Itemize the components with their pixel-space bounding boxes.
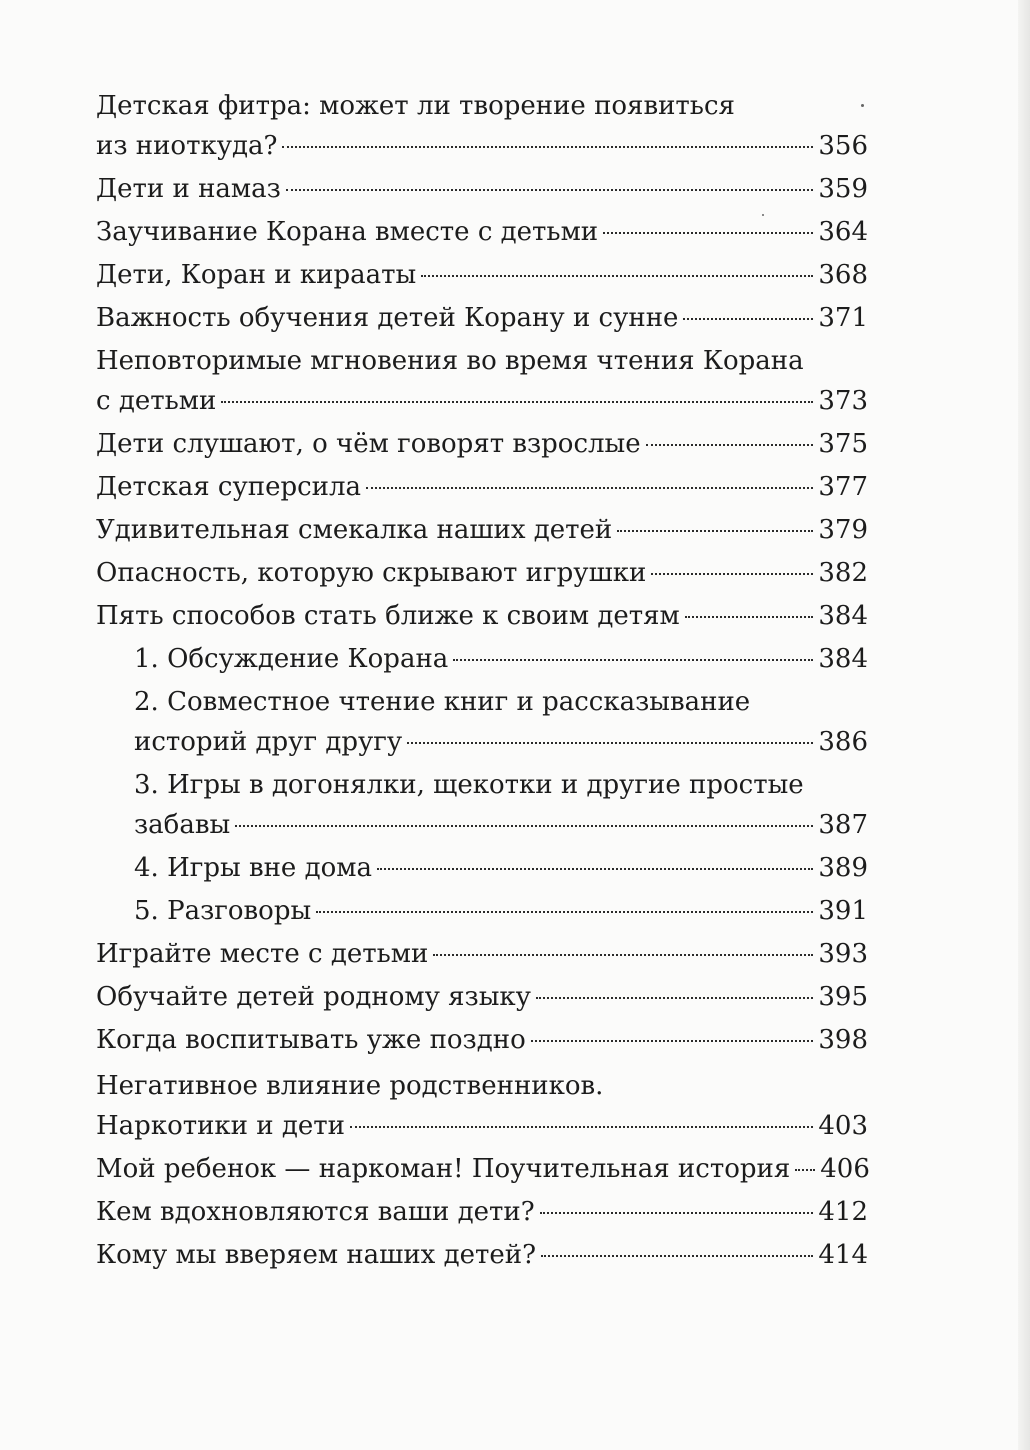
toc-entry [96, 1235, 868, 1275]
toc-page-number: 371 [818, 303, 868, 333]
toc-entry [96, 510, 868, 550]
toc-entry-title: Удивительная смекалка наших детей [96, 515, 613, 545]
toc-page-number: 403 [818, 1111, 868, 1141]
toc-page-number: 389 [818, 853, 868, 883]
toc-page-number: 356 [818, 131, 868, 161]
dot-leader [683, 318, 813, 320]
toc-entry [96, 1066, 868, 1146]
toc-entry [96, 341, 868, 421]
toc-entry-line [96, 212, 868, 252]
toc-entry [96, 977, 868, 1017]
toc-entry-line [134, 639, 868, 679]
page-edge [1018, 0, 1030, 1450]
toc-entry [96, 255, 868, 295]
dot-leader [282, 146, 813, 148]
toc-entry-title: Кому мы вверяем наших детей? [96, 1240, 537, 1270]
toc-entry-title: 1. Обсуждение Корана [134, 644, 449, 674]
toc-entry-title: Дети, Коран и кирааты [96, 260, 417, 290]
toc-page-number: 414 [818, 1240, 868, 1270]
toc-page-number: 391 [818, 896, 868, 926]
toc-entry-title: Заучивание Корана вместе с детьми [96, 217, 599, 247]
toc-subentry [96, 682, 868, 762]
toc-entry-line [96, 255, 868, 295]
toc-subentry [96, 765, 868, 845]
toc-entry-line [96, 553, 868, 593]
toc-page-number: 368 [818, 260, 868, 290]
dot-leader [221, 401, 813, 403]
toc-entry-title: Дети слушают, о чём говорят взрослые [96, 429, 641, 459]
toc-entry [96, 596, 868, 636]
dot-leader [316, 911, 813, 913]
toc-entry-title-line: Негативное влияние родственников. [96, 1071, 604, 1101]
toc-entry-title-line: 2. Совместное чтение книг и рассказывание [134, 687, 751, 717]
toc-page-number: 382 [818, 558, 868, 588]
toc-entry-line [96, 126, 868, 166]
toc-page-number: 377 [818, 472, 868, 502]
toc-entry-line [134, 891, 868, 931]
dot-leader [685, 616, 814, 618]
toc-entry-line [96, 1020, 868, 1060]
toc-entry-line [134, 848, 868, 888]
dot-leader [235, 825, 813, 827]
toc-entry-line [134, 722, 868, 762]
toc-entry-title: из ниоткуда? [96, 131, 278, 161]
dot-leader [603, 232, 813, 234]
toc-entry-line [96, 424, 868, 464]
dot-leader [350, 1126, 813, 1128]
toc-page-number: 386 [818, 727, 868, 757]
toc-entry-line [96, 596, 868, 636]
dot-leader [366, 487, 813, 489]
toc-entry-title: Важность обучения детей Корану и сунне [96, 303, 679, 333]
toc-entry [96, 553, 868, 593]
dot-leader [795, 1169, 815, 1171]
dot-leader [540, 1212, 814, 1214]
toc-page-number: 364 [818, 217, 868, 247]
toc-entry-line [96, 510, 868, 550]
toc-entry-title-line: Неповторимые мгновения во время чтения Корана [96, 346, 804, 376]
toc-entry [96, 1149, 868, 1189]
toc-entry-title: 5. Разговоры [134, 896, 312, 926]
dot-leader [377, 868, 813, 870]
toc-page-number: 384 [818, 644, 868, 674]
toc-page-number: 359 [818, 174, 868, 204]
toc-entry-title: 4. Игры вне дома [134, 853, 372, 883]
toc-subentry [96, 848, 868, 888]
toc-entry-title: Наркотики и дети [96, 1111, 345, 1141]
toc-entry-title: с детьми [96, 386, 217, 416]
dot-leader [407, 742, 813, 744]
toc-entry-line [96, 1235, 868, 1275]
toc-entry-line [96, 1192, 868, 1232]
toc-entry [96, 1020, 868, 1060]
toc-entry-line [96, 1106, 868, 1146]
toc-page-number: 384 [818, 601, 868, 631]
toc-page-number: 387 [818, 810, 868, 840]
toc-entry-title: Мой ребенок — наркоман! Поучительная история [96, 1154, 791, 1184]
toc-page-number: 412 [818, 1197, 868, 1227]
toc-entry-line [96, 977, 868, 1017]
toc-subentry [96, 639, 868, 679]
toc-entry-title: Играйте месте с детьми [96, 939, 429, 969]
toc-entry [96, 298, 868, 338]
toc-entry [96, 169, 868, 209]
toc-entry-title-line: 3. Игры в догонялки, щекотки и другие простые [134, 770, 804, 800]
dot-leader [531, 1040, 814, 1042]
dot-leader [286, 189, 814, 191]
toc-entry [96, 212, 868, 252]
toc-entry-title: Детская суперсила [96, 472, 362, 502]
toc-page-number: 373 [818, 386, 868, 416]
toc-entry-line [96, 467, 868, 507]
dot-leader [541, 1255, 813, 1257]
toc-entry-line [134, 805, 868, 845]
toc-page-number: 406 [820, 1154, 870, 1184]
toc-entry-title: Пять способов стать ближе к своим детям [96, 601, 680, 631]
toc-page-number: 398 [818, 1025, 868, 1055]
toc-page-number: 395 [818, 982, 868, 1012]
toc-entry-title-line: Детская фитра: может ли творение появиться [96, 91, 735, 121]
dot-leader [536, 997, 813, 999]
toc-entry [96, 1192, 868, 1232]
toc-entry-line [96, 298, 868, 338]
toc-entry-line [96, 934, 868, 974]
toc-entry-title: Опасность, которую скрывают игрушки [96, 558, 647, 588]
dot-leader [651, 573, 813, 575]
toc-entry [96, 467, 868, 507]
toc-entry-title: Кем вдохновляются ваши дети? [96, 1197, 535, 1227]
dot-leader [646, 444, 814, 446]
dot-leader [617, 530, 813, 532]
toc-entry-line [96, 1149, 868, 1189]
dot-leader [433, 954, 813, 956]
toc-entry [96, 934, 868, 974]
toc-entry [96, 86, 868, 166]
toc-page-number: 393 [818, 939, 868, 969]
table-of-contents [96, 86, 868, 1278]
toc-entry [96, 424, 868, 464]
toc-entry-title: Обучайте детей родному языку [96, 982, 531, 1012]
toc-page-number: 379 [818, 515, 868, 545]
toc-subentry [96, 891, 868, 931]
toc-entry-title: Дети и намаз [96, 174, 281, 204]
toc-entry-title: историй друг другу [134, 727, 403, 757]
toc-page-number: 375 [818, 429, 868, 459]
dot-leader [453, 659, 813, 661]
dot-leader [421, 275, 813, 277]
toc-entry-title: Когда воспитывать уже поздно [96, 1025, 526, 1055]
toc-entry-line [96, 381, 868, 421]
toc-entry-title: забавы [134, 810, 231, 840]
toc-entry-line [96, 169, 868, 209]
